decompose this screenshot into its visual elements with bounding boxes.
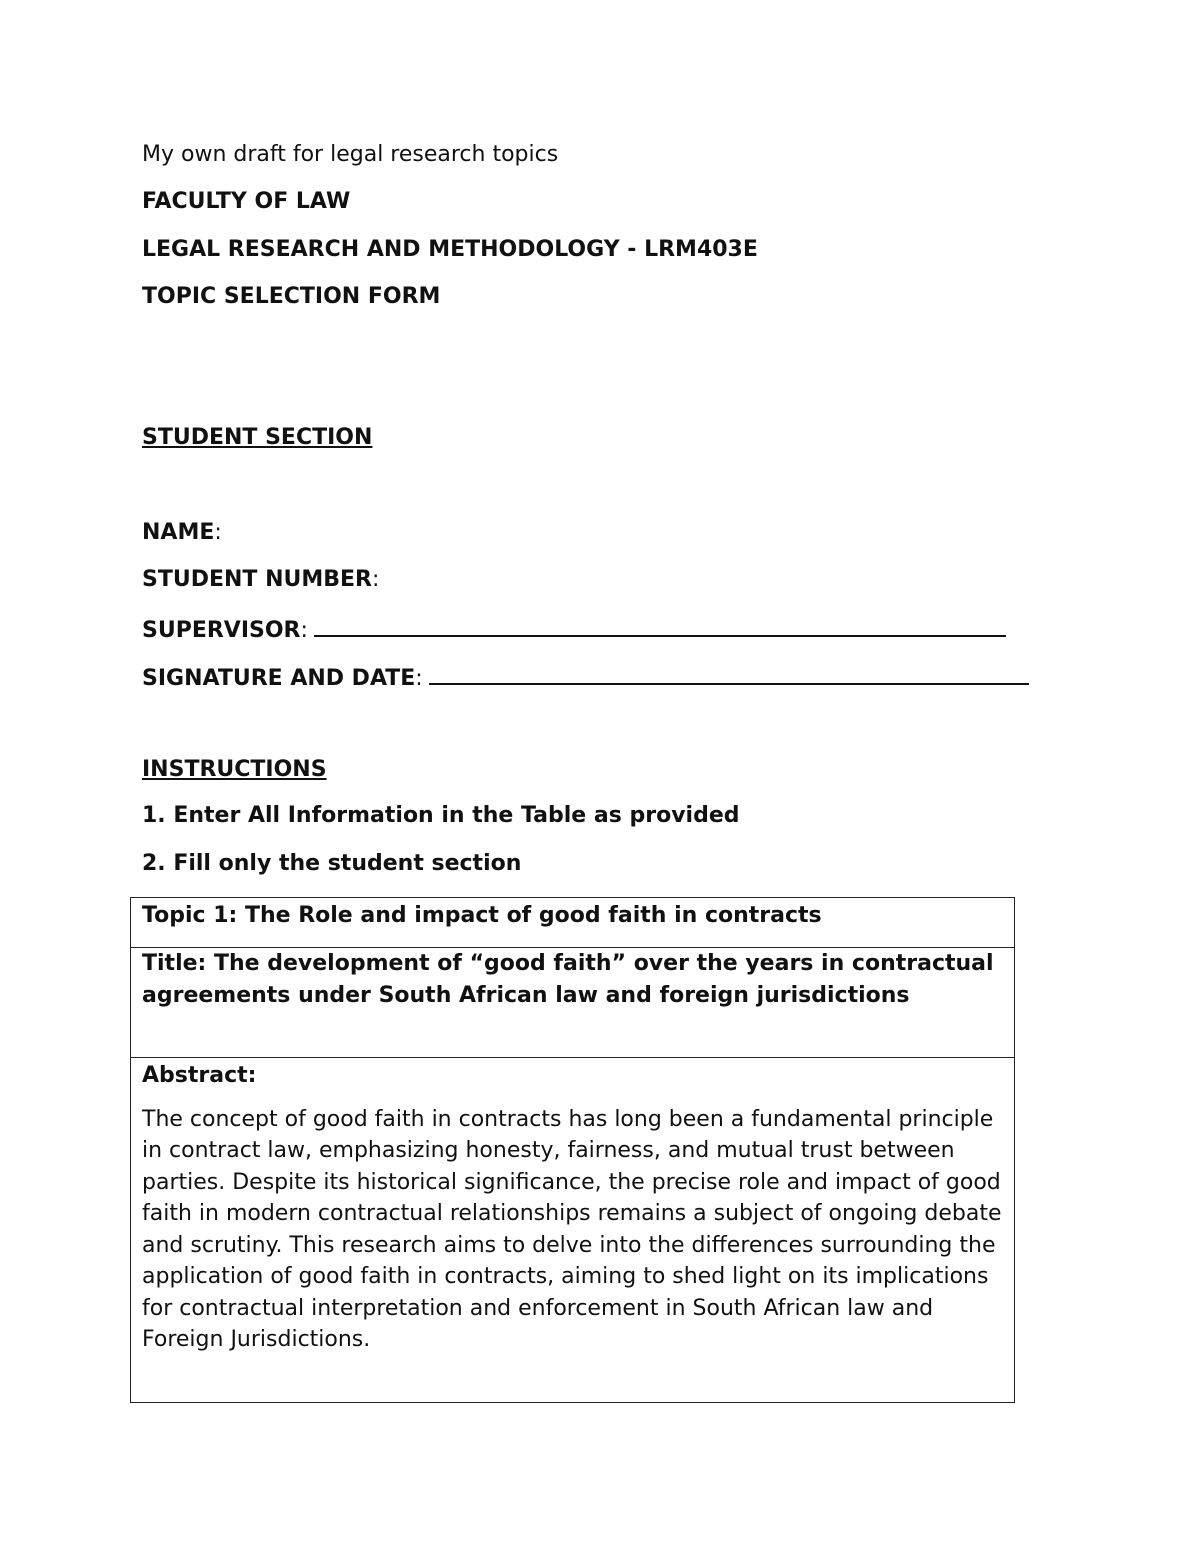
supervisor-label: SUPERVISOR bbox=[142, 618, 301, 643]
name-label: NAME bbox=[142, 520, 215, 545]
supervisor-colon: : bbox=[300, 618, 308, 643]
abstract-heading: Abstract: bbox=[142, 1063, 257, 1088]
instructions-heading: INSTRUCTIONS bbox=[142, 757, 327, 782]
title-cell: Title: The development of “good faith” over the years in contractual agreements under South African law and foreign jurisdictions bbox=[131, 947, 1014, 1057]
signature-date-colon: : bbox=[415, 666, 423, 691]
name-field bbox=[142, 519, 222, 547]
student-number-label: STUDENT NUMBER bbox=[142, 567, 372, 592]
course-heading: LEGAL RESEARCH AND METHODOLOGY - LRM403E bbox=[142, 237, 758, 262]
name-colon: : bbox=[214, 520, 222, 545]
form-title: TOPIC SELECTION FORM bbox=[142, 284, 441, 309]
student-number-colon: : bbox=[372, 567, 380, 592]
supervisor-field bbox=[142, 613, 1006, 645]
abstract-body: The concept of good faith in contracts has long been a fundamental principle in contract law, emphasizing honesty, fairness, and mutual trust between parties. Despite its historical significance, the precise role and impact of good faith in modern contractual relationships remains a subject of ongoing debate and scrutiny. This research aims to delve into the differences surrounding the application of good faith in contracts, aiming to shed light on its implications for contractual interpretation and enforcement in South African law and Foreign Jurisdictions. bbox=[142, 1106, 1002, 1352]
topic-table bbox=[130, 897, 1015, 1403]
abstract-cell bbox=[131, 1057, 1014, 1402]
topic-cell: Topic 1: The Role and impact of good faith in contracts bbox=[142, 903, 822, 928]
instruction-item-1: 1. Enter All Information in the Table as provided bbox=[142, 803, 740, 828]
signature-date-label: SIGNATURE AND DATE bbox=[142, 666, 416, 691]
student-number-field bbox=[142, 566, 379, 594]
instruction-item-2: 2. Fill only the student section bbox=[142, 851, 522, 876]
student-section-heading: STUDENT SECTION bbox=[142, 425, 373, 450]
signature-date-field bbox=[142, 661, 1029, 693]
supervisor-blank-line[interactable] bbox=[314, 613, 1006, 637]
faculty-heading: FACULTY OF LAW bbox=[142, 189, 351, 214]
draft-note: My own draft for legal research topics bbox=[142, 142, 559, 167]
signature-date-blank-line[interactable] bbox=[429, 661, 1029, 685]
